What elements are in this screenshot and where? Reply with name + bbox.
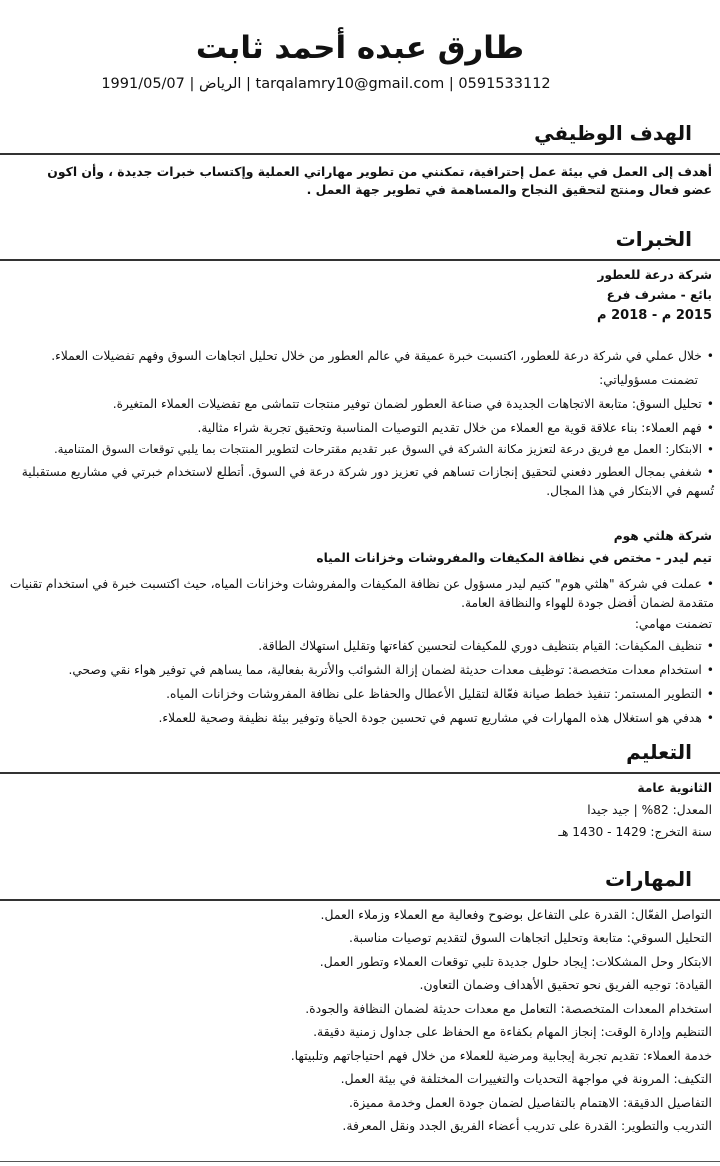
skill-item: التحليل السوقي: متابعة وتحليل اتجاهات السوق لتقديم توصيات مناسبة. [349,930,712,945]
responsibility-item: • فهم العملاء: بناء علاقة قوية مع العملاء من خلال تقديم التوصيات المناسبة وتحقيق تجربة شراء مثالية. [197,421,714,435]
responsibility-item: • التطوير المستمر: تنفيذ خطط صيانة فعّالة لتقليل الأعطال والحفاظ على نظافة المفروشات وخزانات المياه. [166,687,714,701]
skill-item: خدمة العملاء: تقديم تجربة إيجابية ومرضية للعملاء من خلال فهم احتياجاتهم وتلبيتها. [290,1048,712,1063]
responsibility-item: • تحليل السوق: متابعة الاتجاهات الجديدة في صناعة العطور لضمان توفير منتجات تتماشى مع تفضيلات العملاء المتغيرة. [113,397,714,411]
responsibility-item: • استخدام معدات متخصصة: توظيف معدات حديثة لضمان إزالة الشوائب والأتربة بفعالية، مما يساهم في توفير هواء نقي وصحي. [68,663,714,677]
experience-heading: الخبرات [615,227,692,251]
city: الرياض [199,76,242,92]
responsibility-item: • هدفي هو استغلال هذه المهارات في مشاريع تسهم في تحسين جودة الحياة وتوفير بيئة نظيفة وصحية للعملاء. [159,711,714,725]
skill-item: التنظيم وإدارة الوقت: إنجاز المهام بكفاءة مع الحفاظ على جداول زمنية دقيقة. [313,1024,712,1039]
skills-heading: المهارات [605,867,692,891]
contact-line: 0591533112 | tarqalamry10@gmail.com | الرياض | 1991/05/07 [101,76,551,92]
job-role: بائع - مشرف فرع [606,288,712,302]
responsibility-item: • تنظيف المكيفات: القيام بتنظيف دوري للمكيفات لتحسين كفاءتها وتقليل استهلاك الطاقة. [258,639,714,653]
job-closing: • شغفي بمجال العطور دفعني لتحقيق إنجازات تساهم في تعزيز دور شركة درعة في السوق. أتطلع لاستخدام خبرتي في مشاريع مستقبلية تُسهم في الابتكار في هذا المجال. [8,463,714,501]
education-heading: التعليم [626,740,692,764]
job-period: 2015 م - 2018 م [597,308,712,323]
objective-text: أهدف إلى العمل في بيئة عمل إحترافية، تمكنني من تطوير مهاراتي العملية وإكتساب خبرات جديدة ، وأن اكون عضو فعال ومنتج لتحقيق النجاح والمساهمة في تطوير جهة العمل . [47,164,712,197]
skill-item: التكيف: المرونة في مواجهة التحديات والتغييرات المختلفة في بيئة العمل. [340,1071,712,1086]
education-degree: الثانوية عامة [637,781,712,795]
skill-item: الابتكار وحل المشكلات: إيجاد حلول جديدة تلبي توقعات العملاء وتطور العمل. [319,954,712,969]
birth-date: 1991/05/07 [101,76,185,92]
responsibilities-label: تضمنت مهامي: [634,617,712,631]
job-company: شركة هلثي هوم [613,529,712,543]
email: tarqalamry10@gmail.com [255,76,445,92]
responsibility-item: • الابتكار: العمل مع فريق درعة لتعزيز مكانة الشركة في السوق عبر تقديم مقترحات لتطوير المنتجات بما يلبي توقعات السوق المتنامية. [54,442,714,456]
skill-item: القيادة: توجيه الفريق نحو تحقيق الأهداف وضمان التعاون. [419,977,712,992]
objective-heading: الهدف الوظيفي [534,121,692,145]
education-divider [0,772,720,774]
job-intro: • خلال عملي في شركة درعة للعطور، اكتسبت خبرة عميقة في عالم العطور من خلال تحليل اتجاهات السوق وفهم تفضيلات العملاء. [51,349,714,363]
phone: 0591533112 [458,76,551,92]
education-gpa: المعدل: 82% | جيد جيدا [587,803,712,817]
objective-divider [0,153,720,155]
job-intro: • عملت في شركة "هلثي هوم" كتيم ليدر مسؤول عن نظافة المكيفات والمفروشات وخزانات المياه، حيث اكتسبت خبرة في استخدام تقنيات متقدمة لضمان أفضل جودة للهواء والنظافة العامة. [8,575,714,613]
responsibilities-label: تضمنت مسؤولياتي: [599,373,698,387]
education-graduation: سنة التخرج: 1429 - 1430 هـ [558,825,712,839]
full-name: طارق عبده أحمد ثابت [195,30,525,66]
skill-item: التواصل الفعّال: القدرة على التفاعل بوضوح وفعالية مع العملاء وزملاء العمل. [320,907,712,922]
skill-item: استخدام المعدات المتخصصة: التعامل مع معدات حديثة لضمان النظافة والجودة. [305,1001,712,1016]
job-company: شركة درعة للعطور [597,268,712,282]
page-bottom-rule [0,1161,720,1162]
experience-divider [0,259,720,261]
skill-item: التفاصيل الدقيقة: الاهتمام بالتفاصيل لضمان جودة العمل وخدمة مميزة. [348,1095,712,1110]
skill-item: التدريب والتطوير: القدرة على تدريب أعضاء الفريق الجدد ونقل المعرفة. [342,1118,712,1133]
skills-divider [0,899,720,901]
job-role: تيم ليدر - مختص في نظافة المكيفات والمفروشات وخزانات المياه [316,551,712,565]
